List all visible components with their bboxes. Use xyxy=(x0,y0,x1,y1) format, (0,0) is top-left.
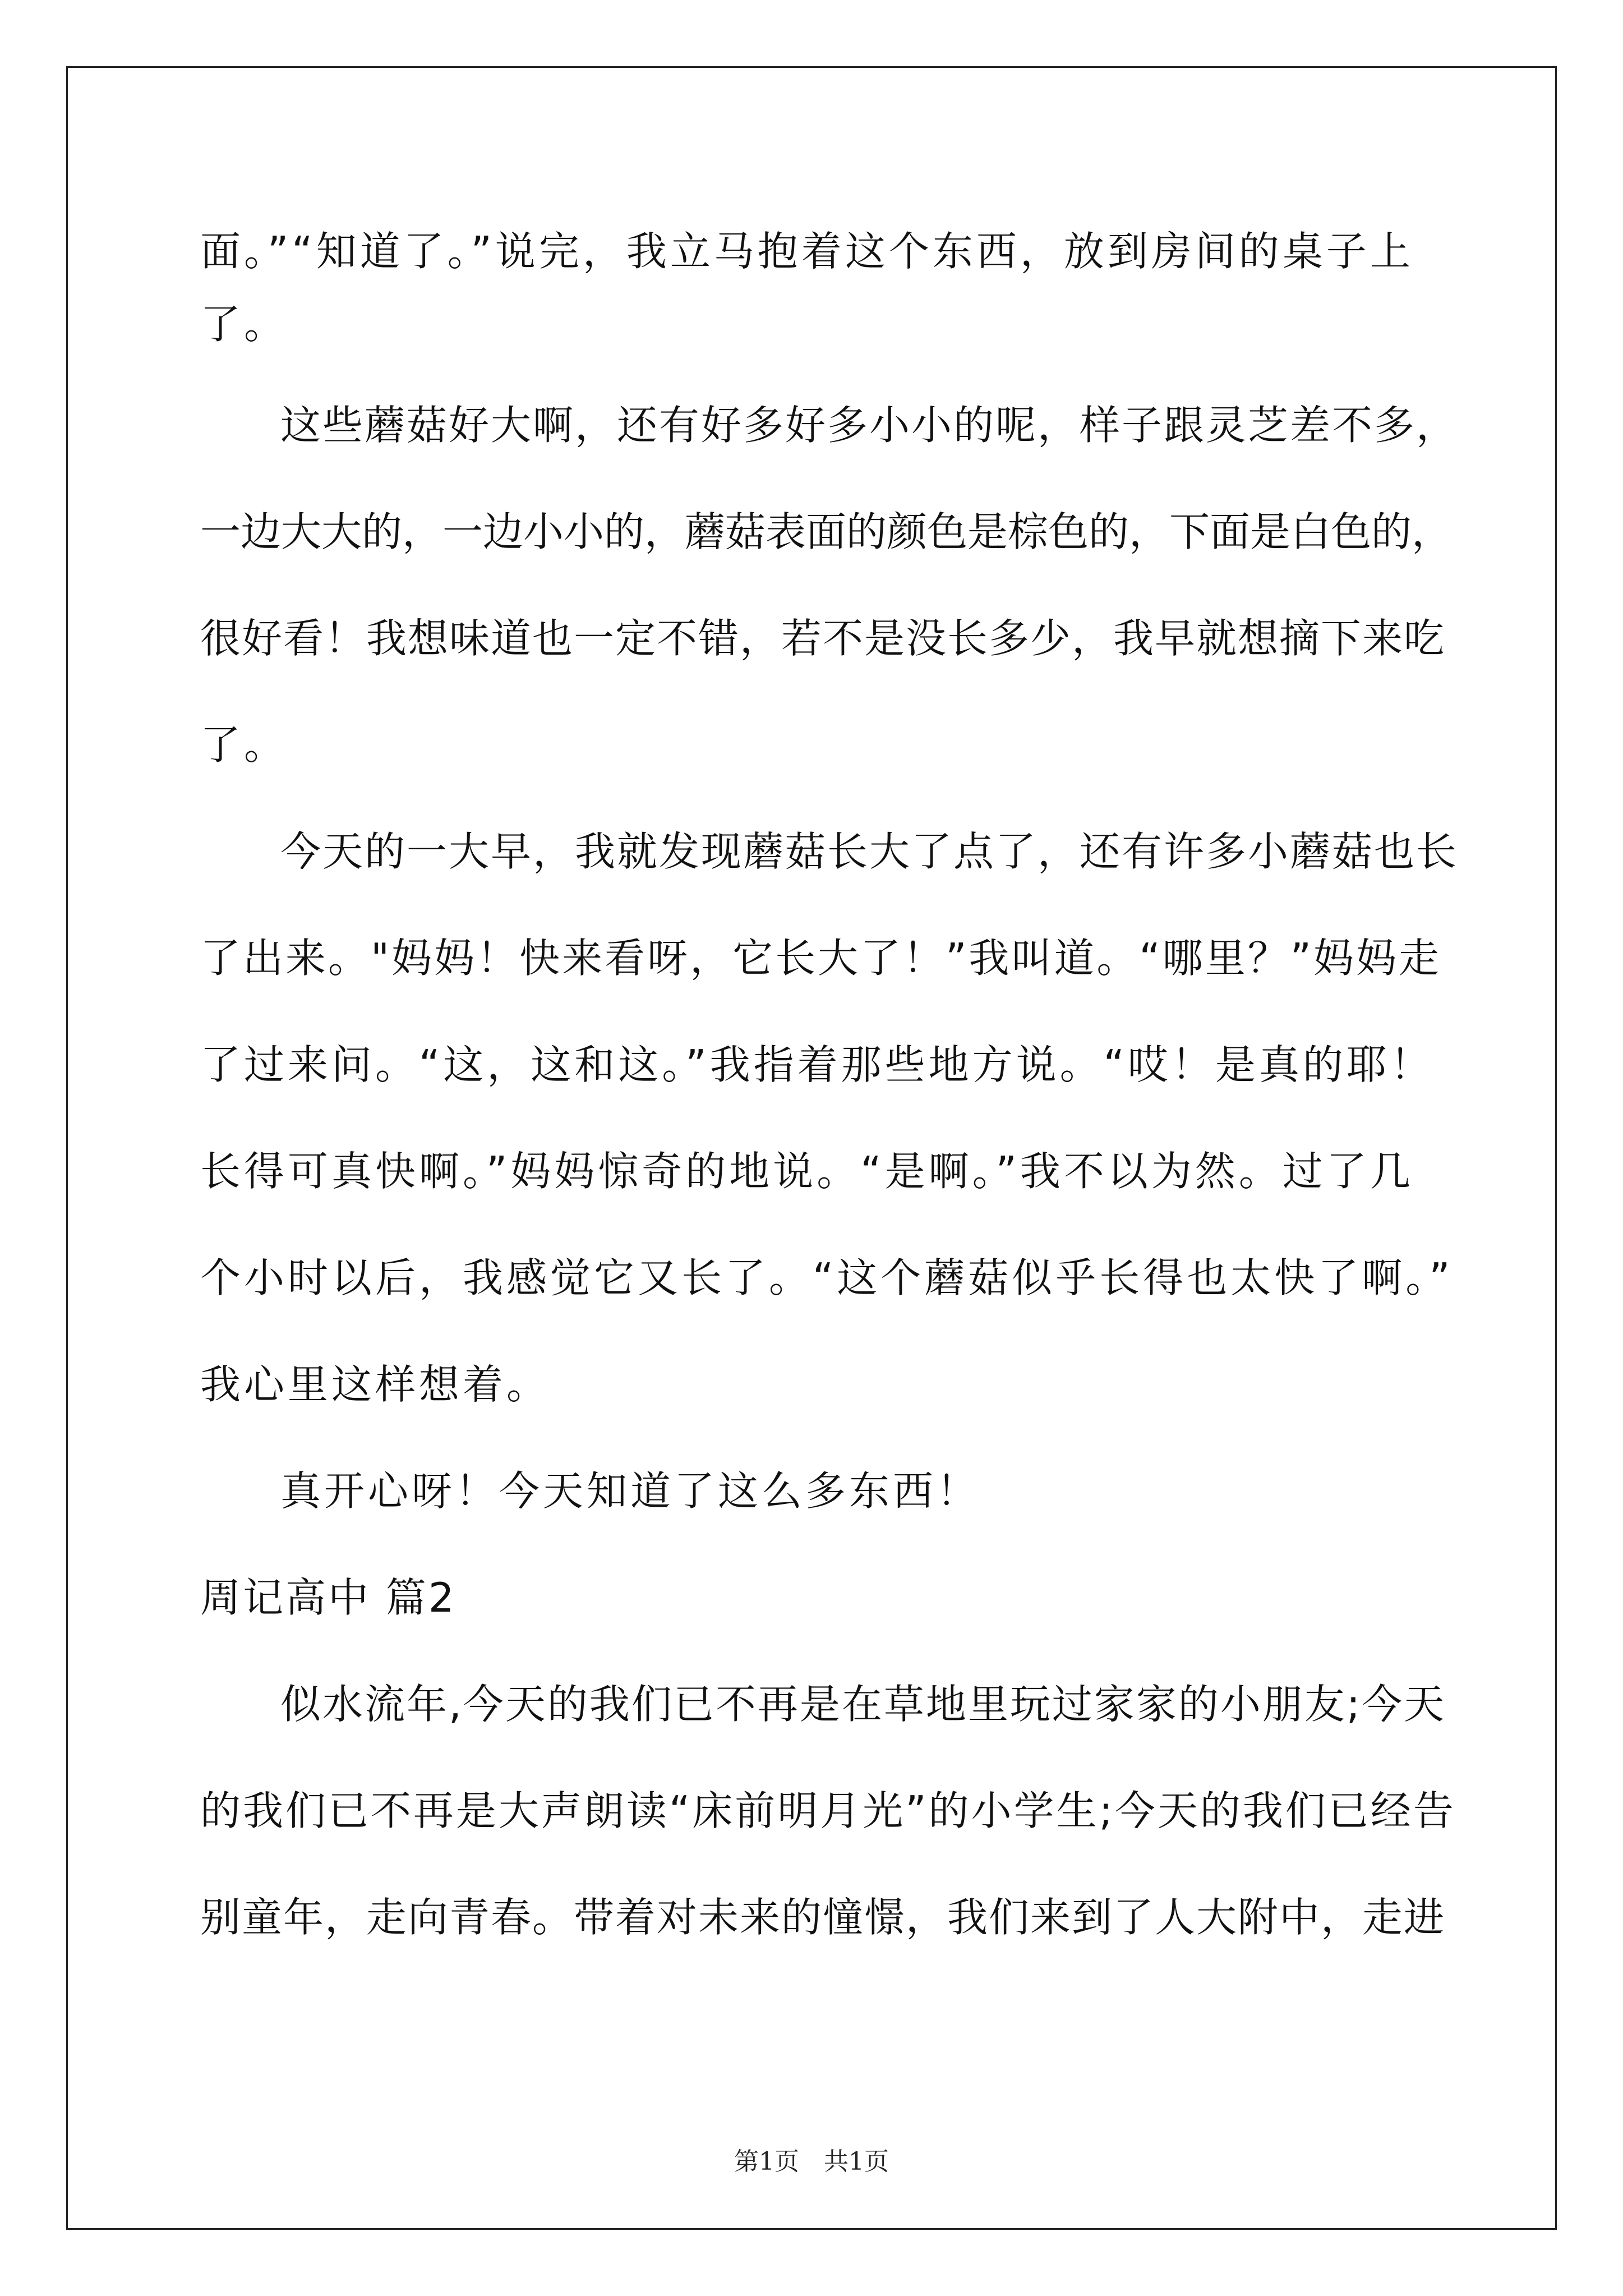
section-heading: 周记高中 篇2 xyxy=(200,1574,457,1621)
text-line: 今天的一大早，我就发现蘑菇长大了点了，还有许多小蘑菇也长 xyxy=(280,828,1459,875)
text-line: 我心里这样想着。 xyxy=(200,1361,551,1408)
text-line: 一边大大的，一边小小的，蘑菇表面的颜色是棕色的，下面是白色的， xyxy=(200,508,1453,555)
text-line: 别童年，走向青春。带着对未来的憧憬，我们来到了人大附中，走进 xyxy=(200,1894,1446,1941)
text-line: 了。 xyxy=(200,301,288,348)
text-line: 面。”“知道了。”说完，我立马抱着这个东西，放到房间的桌子上 xyxy=(200,228,1414,275)
text-line: 的我们已不再是大声朗读“床前明月光”的小学生;今天的我们已经告 xyxy=(200,1787,1456,1834)
text-line: 真开心呀！今天知道了这么多东西！ xyxy=(280,1467,981,1515)
text-line: 这些蘑菇好大啊，还有好多好多小小的呢，样子跟灵芝差不多， xyxy=(280,402,1459,449)
text-line: 了。 xyxy=(200,721,288,769)
text-line: 似水流年,今天的我们已不再是在草地里玩过家家的小朋友;今天 xyxy=(280,1681,1446,1728)
text-line: 长得可真快啊。”妈妈惊奇的地说。“是啊。”我不以为然。过了几 xyxy=(200,1148,1414,1195)
page-footer: 第1页 共1页 xyxy=(734,2147,889,2176)
text-line: 了出来。"妈妈！快来看呀，它长大了！”我叫道。“哪里？”妈妈走 xyxy=(200,935,1442,982)
text-line: 很好看！我想味道也一定不错，若不是没长多少，我早就想摘下来吃 xyxy=(200,615,1446,662)
text-line: 个小时以后，我感觉它又长了。“这个蘑菇似乎长得也太快了啊。” xyxy=(200,1254,1454,1301)
text-line: 了过来问。“这，这和这。”我指着那些地方说。“哎！是真的耶！ xyxy=(200,1041,1434,1088)
